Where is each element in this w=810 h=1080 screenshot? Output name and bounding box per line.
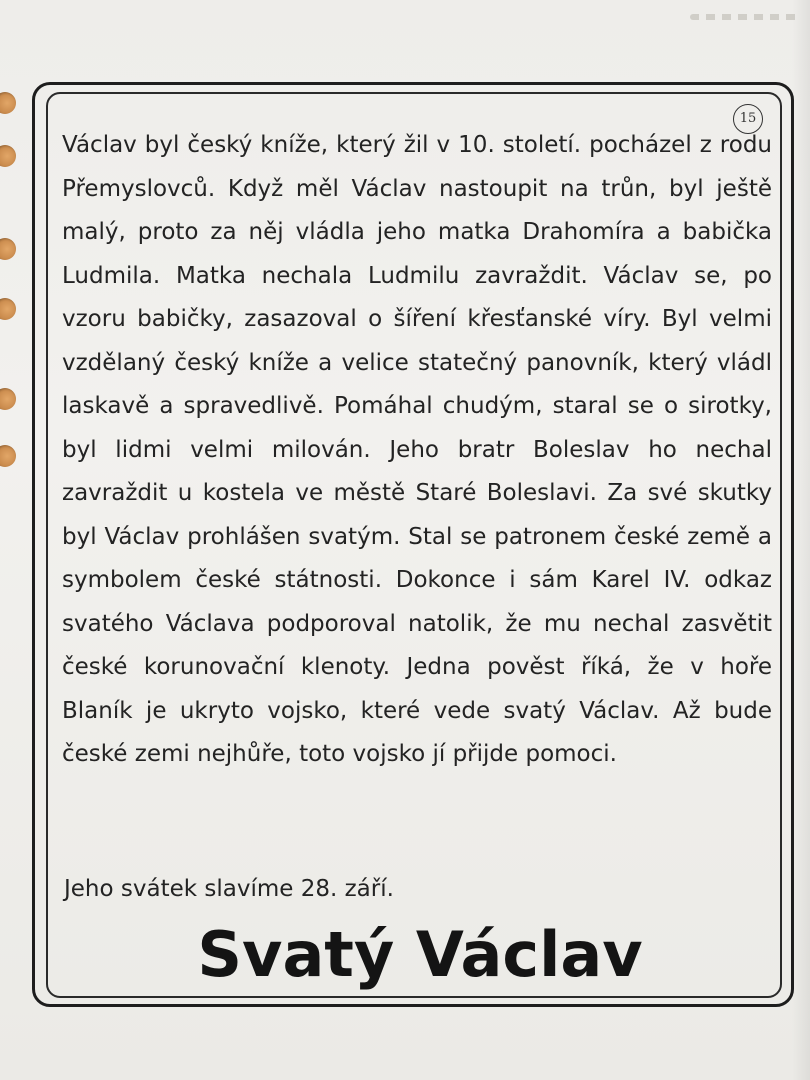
page-title: Svatý Václav	[197, 918, 643, 991]
holiday-line: Jeho svátek slavíme 28. září.	[64, 876, 394, 902]
page-tear-marks	[690, 14, 800, 20]
page-number: 15	[739, 111, 757, 126]
main-paragraph: Václav byl český kníže, který žil v 10. století. pocházel z rodu Přemyslovců. Když měl Václav nastoupit na trůn, byl ještě malý, proto za něj vládla jeho matka Drahomíra a babička Ludmila. Matka nechala Ludmilu zavraždit. Václav se, po vzoru babičky, zasazoval o šíření křesťanské víry. Byl velmi vzdělaný český kníže a velice statečný panovník, který vládl laskavě a spravedlivě. Pomáhal chudým, staral se o sirotky, byl lidmi velmi milován. Jeho bratr Boleslav ho nechal zavraždit u kostela ve městě Staré Boleslavi. Za své skutky byl Václav prohlášen svatým. Stal se patronem české země a symbolem české státnosti. Dokonce i sám Karel IV. odkaz svatého Václava podporoval natolik, že mu nechal zasvětit české korunovační klenoty. Jedna pověst říká, že v hoře Blaník je ukryto vojsko, které vede svatý Václav. Až bude české zemi nejhůře, toto vojsko jí přijde pomoci.	[62, 132, 772, 767]
